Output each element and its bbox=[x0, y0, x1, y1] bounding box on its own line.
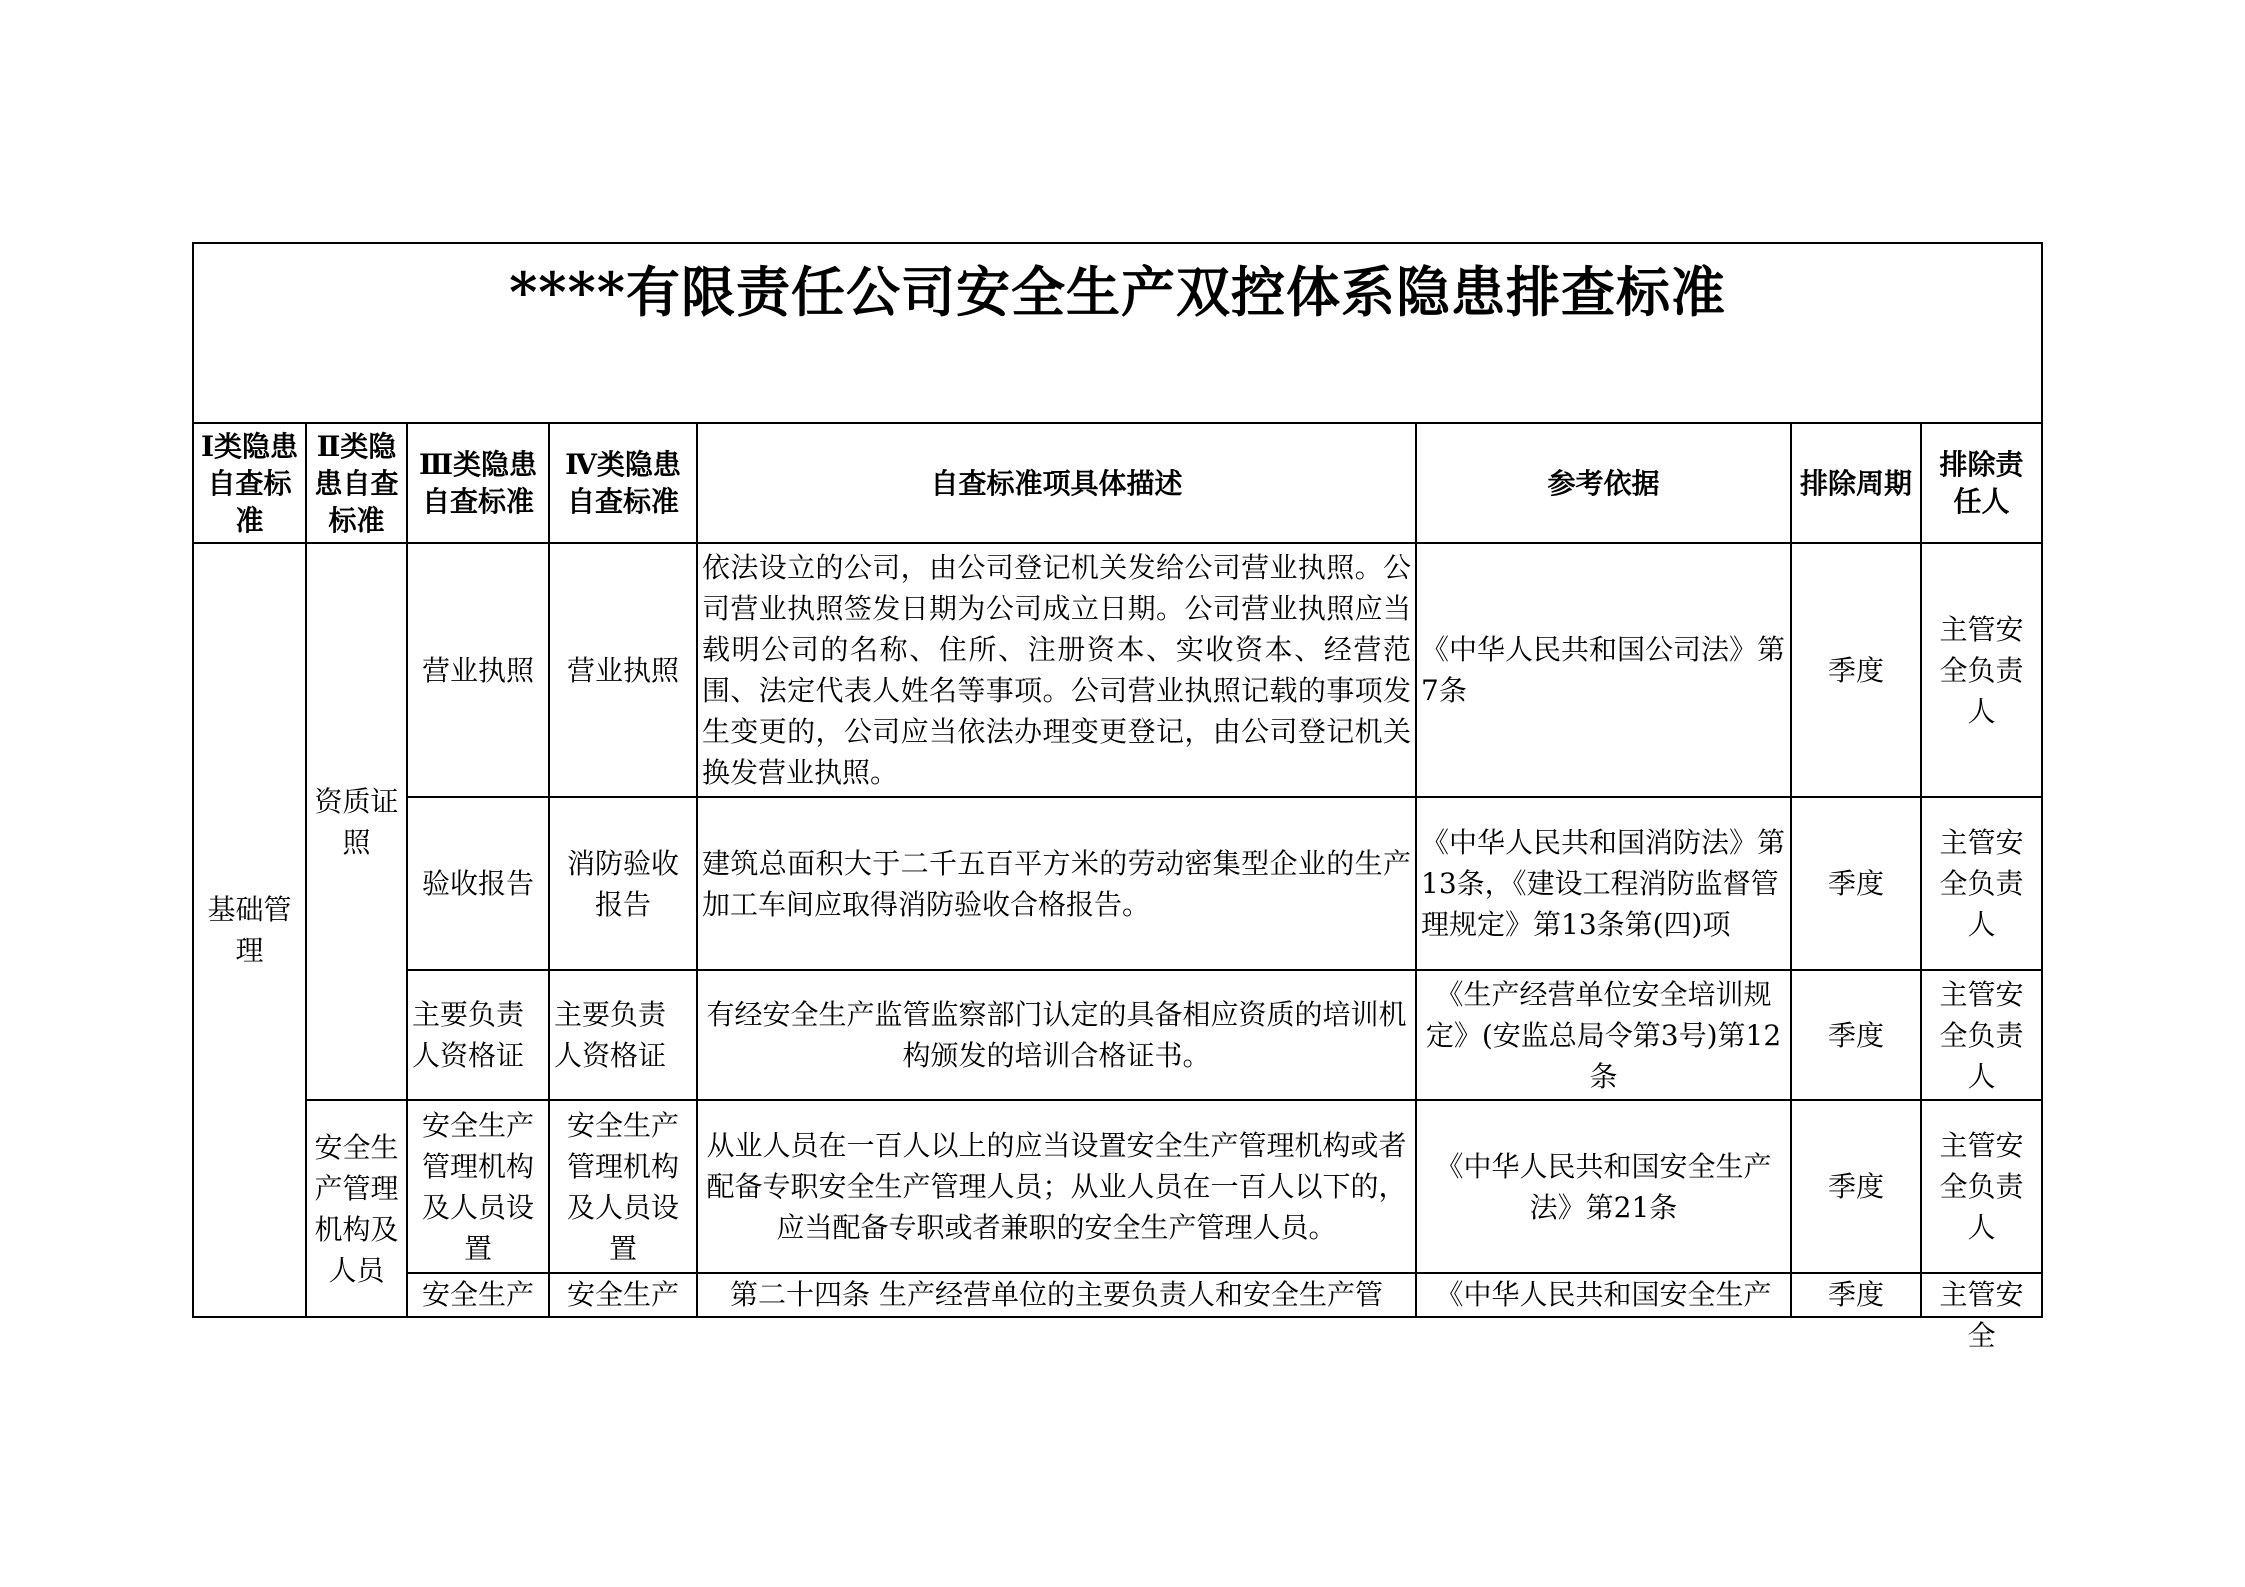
group-level1-cell: 基础管理 bbox=[193, 543, 306, 1317]
table-row bbox=[193, 1100, 2042, 1273]
table-row bbox=[193, 970, 2042, 1100]
owner-cell: 主管安全负责人 bbox=[1921, 543, 2042, 797]
header-reference: 参考依据 bbox=[1416, 423, 1791, 543]
table-row bbox=[193, 543, 2042, 797]
header-level3: Ⅲ类隐患自查标准 bbox=[407, 423, 549, 543]
group-level2-cell: 资质证照 bbox=[306, 543, 407, 1100]
header-level2: Ⅱ类隐患自查标准 bbox=[306, 423, 407, 543]
header-level4: Ⅳ类隐患自查标准 bbox=[549, 423, 697, 543]
description-cell: 建筑总面积大于二千五百平方米的劳动密集型企业的生产加工车间应取得消防验收合格报告。 bbox=[697, 797, 1416, 970]
reference-cell: 《中华人民共和国消防法》第13条，《建设工程消防监督管理规定》第13条第(四)项 bbox=[1416, 797, 1791, 970]
owner-cell: 主管安全负责人 bbox=[1921, 1100, 2042, 1273]
group-level2-cell: 安全生产管理机构及人员 bbox=[306, 1100, 407, 1317]
header-owner: 排除责任人 bbox=[1921, 423, 2042, 543]
document-title: ****有限责任公司安全生产双控体系隐患排查标准 bbox=[193, 243, 2042, 423]
level3-cell: 营业执照 bbox=[407, 543, 549, 797]
description-cell: 有经安全生产监管监察部门认定的具备相应资质的培训机构颁发的培训合格证书。 bbox=[697, 970, 1416, 1100]
reference-cell: 《生产经营单位安全培训规定》(安监总局令第3号)第12条 bbox=[1416, 970, 1791, 1100]
table-row bbox=[193, 797, 2042, 970]
header-description: 自查标准项具体描述 bbox=[697, 423, 1416, 543]
cycle-cell: 季度 bbox=[1791, 970, 1921, 1100]
header-level1: Ⅰ类隐患自查标准 bbox=[193, 423, 306, 543]
level3-text: 安全生产 bbox=[421, 1278, 534, 1311]
level4-cell bbox=[549, 1273, 697, 1317]
level3-cell: 主要负责人资格证 bbox=[407, 970, 549, 1100]
table-row bbox=[193, 1273, 2042, 1317]
reference-text: 《中华人民共和国安全生产 bbox=[1435, 1278, 1772, 1311]
level3-cell: 安全生产管理机构及人员设置 bbox=[407, 1100, 549, 1273]
header-row bbox=[193, 423, 2042, 543]
cycle-text: 季度 bbox=[1827, 1278, 1884, 1311]
description-cell bbox=[697, 1273, 1416, 1317]
reference-cell bbox=[1416, 1273, 1791, 1317]
owner-cell: 主管安全负责人 bbox=[1921, 970, 2042, 1100]
cycle-cell: 季度 bbox=[1791, 1100, 1921, 1273]
description-cell: 依法设立的公司，由公司登记机关发给公司营业执照。公司营业执照签发日期为公司成立日期。公司营业执照应当载明公司的名称、住所、注册资本、实收资本、经营范围、法定代表人姓名等事项。公司营业执照记载的事项发生变更的，公司应当依法办理变更登记，由公司登记机关换发营业执照。 bbox=[697, 543, 1416, 797]
level3-cell: 验收报告 bbox=[407, 797, 549, 970]
level4-cell: 安全生产管理机构及人员设置 bbox=[549, 1100, 697, 1273]
description-cell: 从业人员在一百人以上的应当设置安全生产管理机构或者配备专职安全生产管理人员；从业人员在一百人以下的，应当配备专职或者兼职的安全生产管理人员。 bbox=[697, 1100, 1416, 1273]
level4-cell: 营业执照 bbox=[549, 543, 697, 797]
owner-cell: 主管安全负责人 bbox=[1921, 797, 2042, 970]
level4-cell: 主要负责人资格证 bbox=[549, 970, 697, 1100]
reference-cell: 《中华人民共和国公司法》第7条 bbox=[1416, 543, 1791, 797]
cycle-cell: 季度 bbox=[1791, 797, 1921, 970]
header-cycle: 排除周期 bbox=[1791, 423, 1921, 543]
level4-text: 安全生产 bbox=[566, 1278, 679, 1311]
owner-cell bbox=[1921, 1273, 2042, 1352]
reference-cell: 《中华人民共和国安全生产法》第21条 bbox=[1416, 1100, 1791, 1273]
owner-text: 主管安全 bbox=[1939, 1278, 2024, 1352]
level3-cell bbox=[407, 1273, 549, 1317]
title-row bbox=[193, 243, 2042, 423]
level4-cell: 消防验收报告 bbox=[549, 797, 697, 970]
cycle-cell: 季度 bbox=[1791, 543, 1921, 797]
cycle-cell bbox=[1791, 1273, 1921, 1317]
hazard-standard-table bbox=[192, 242, 2043, 1352]
description-text: 第二十四条 生产经营单位的主要负责人和安全生产管 bbox=[730, 1278, 1383, 1311]
